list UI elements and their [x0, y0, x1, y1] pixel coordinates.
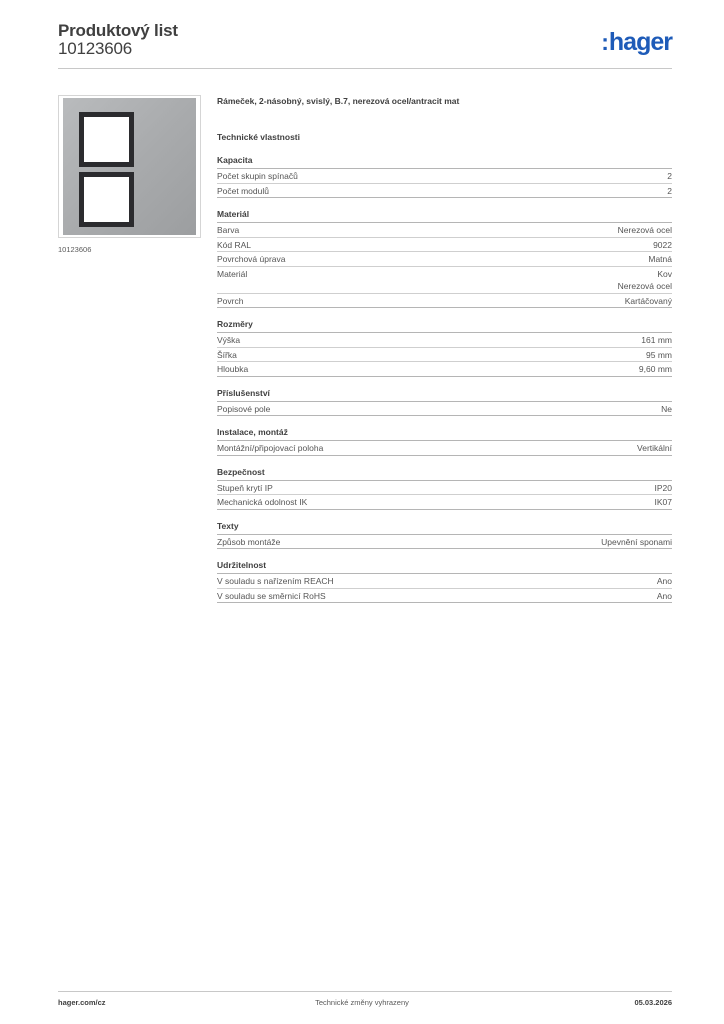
- footer-date: 05.03.2026: [634, 998, 672, 1007]
- spec-row: [217, 294, 672, 309]
- spec-value-line: Kov: [657, 268, 672, 279]
- spec-value: [648, 253, 672, 266]
- section-title: Rozměry: [217, 319, 672, 333]
- page-title: Produktový list: [58, 21, 178, 40]
- technical-properties-heading: Technické vlastnosti: [217, 132, 300, 142]
- spec-label: Povrchová úprava: [217, 254, 286, 264]
- product-image-frame: [58, 95, 201, 238]
- spec-label: Materiál: [217, 268, 248, 279]
- spec-label: Počet skupin spínačů: [217, 171, 298, 181]
- spec-label: Montážní/připojovací poloha: [217, 443, 324, 453]
- spec-label: Povrch: [217, 295, 244, 306]
- spec-value-line: IP20: [654, 482, 672, 493]
- spec-section: [217, 521, 672, 550]
- spec-value: [655, 482, 673, 495]
- spec-value: [646, 349, 672, 362]
- spec-row: [217, 402, 672, 417]
- spec-row: [217, 362, 672, 377]
- footer-website[interactable]: hager.com/cz: [58, 998, 106, 1007]
- spec-section: [217, 209, 672, 308]
- hager-logo: :hager: [601, 28, 672, 56]
- spec-value-line: Vertikální: [637, 443, 672, 453]
- spec-value: [637, 442, 672, 455]
- spec-section: [217, 467, 672, 510]
- spec-value-line: Kartáčovaný: [624, 295, 672, 306]
- spec-value-line: Ano: [656, 576, 672, 586]
- spec-value: [655, 496, 673, 509]
- spec-value-line: Ano: [656, 590, 672, 601]
- spec-section: [217, 155, 672, 198]
- spec-row: [217, 169, 672, 184]
- section-title: Texty: [217, 521, 672, 535]
- header-divider: [58, 68, 672, 69]
- product-description: Rámeček, 2-násobný, svislý, B.7, nerezová ocel/antracit mat: [217, 96, 460, 106]
- footer-notice: Technické změny vyhrazeny: [315, 998, 409, 1007]
- spec-value: [667, 170, 672, 183]
- spec-row: [217, 223, 672, 238]
- spec-row: [217, 574, 672, 589]
- spec-label: Mechanická odolnost IK: [217, 497, 308, 507]
- spec-row: [217, 238, 672, 253]
- spec-label: V souladu s nařízením REACH: [217, 576, 334, 586]
- spec-row: [217, 495, 672, 510]
- spec-value: [625, 295, 672, 308]
- product-image: [63, 98, 196, 235]
- spec-value: [601, 536, 672, 549]
- spec-value-line: 95 mm: [646, 349, 672, 360]
- spec-value: [641, 334, 672, 347]
- spec-value: [667, 185, 672, 198]
- spec-value-line: IK07: [654, 497, 672, 507]
- spec-value-line: 2: [667, 185, 672, 196]
- spec-label: Stupeň krytí IP: [217, 482, 273, 493]
- spec-value: [639, 363, 672, 376]
- spec-value: [618, 224, 672, 237]
- section-title: Kapacita: [217, 155, 672, 169]
- spec-row: [217, 267, 672, 294]
- spec-row: [217, 333, 672, 348]
- spec-value-line: Nerezová ocel: [617, 281, 672, 291]
- spec-value: [661, 403, 672, 416]
- spec-section: [217, 388, 672, 417]
- spec-value-line: Matná: [648, 254, 672, 264]
- spec-value-line: 9022: [653, 239, 672, 250]
- product-image-caption: 10123606: [58, 245, 92, 254]
- spec-value-line: 161 mm: [641, 335, 672, 345]
- spec-section: [217, 427, 672, 456]
- spec-value-line: Upevnění sponami: [601, 536, 672, 547]
- spec-label: Kód RAL: [217, 239, 252, 250]
- product-details: [217, 95, 672, 614]
- section-title: Udržitelnost: [217, 560, 672, 574]
- spec-value-line: 2: [667, 171, 672, 181]
- spec-sections: [217, 155, 672, 603]
- spec-value: [653, 239, 672, 252]
- spec-label: Šířka: [217, 349, 237, 360]
- spec-row: [217, 589, 672, 604]
- spec-row: [217, 481, 672, 496]
- footer-divider: [58, 991, 672, 992]
- spec-section: [217, 319, 672, 377]
- spec-label: Hloubka: [217, 364, 249, 374]
- spec-row: [217, 441, 672, 456]
- spec-label: Výška: [217, 335, 241, 345]
- section-title: Instalace, montáž: [217, 427, 672, 441]
- spec-value: [618, 268, 672, 293]
- logo-text: hager: [608, 28, 672, 56]
- section-title: Příslušenství: [217, 388, 672, 402]
- product-number: 10123606: [58, 39, 133, 58]
- spec-label: Počet modulů: [217, 185, 269, 196]
- spec-section: [217, 560, 672, 603]
- spec-value-line: 9,60 mm: [638, 364, 672, 374]
- section-title: Bezpečnost: [217, 467, 672, 481]
- spec-row: [217, 535, 672, 550]
- section-title: Materiál: [217, 209, 672, 223]
- spec-label: Popisové pole: [217, 403, 271, 414]
- spec-row: [217, 184, 672, 199]
- spec-value-line: Nerezová ocel: [617, 225, 672, 235]
- spec-row: [217, 348, 672, 363]
- spec-value: [657, 590, 672, 603]
- spec-label: V souladu se směrnicí RoHS: [217, 590, 326, 601]
- spec-label: Způsob montáže: [217, 536, 281, 547]
- spec-value: [657, 575, 672, 588]
- spec-row: [217, 252, 672, 267]
- spec-label: Barva: [217, 225, 240, 235]
- spec-value-line: Ne: [661, 403, 672, 414]
